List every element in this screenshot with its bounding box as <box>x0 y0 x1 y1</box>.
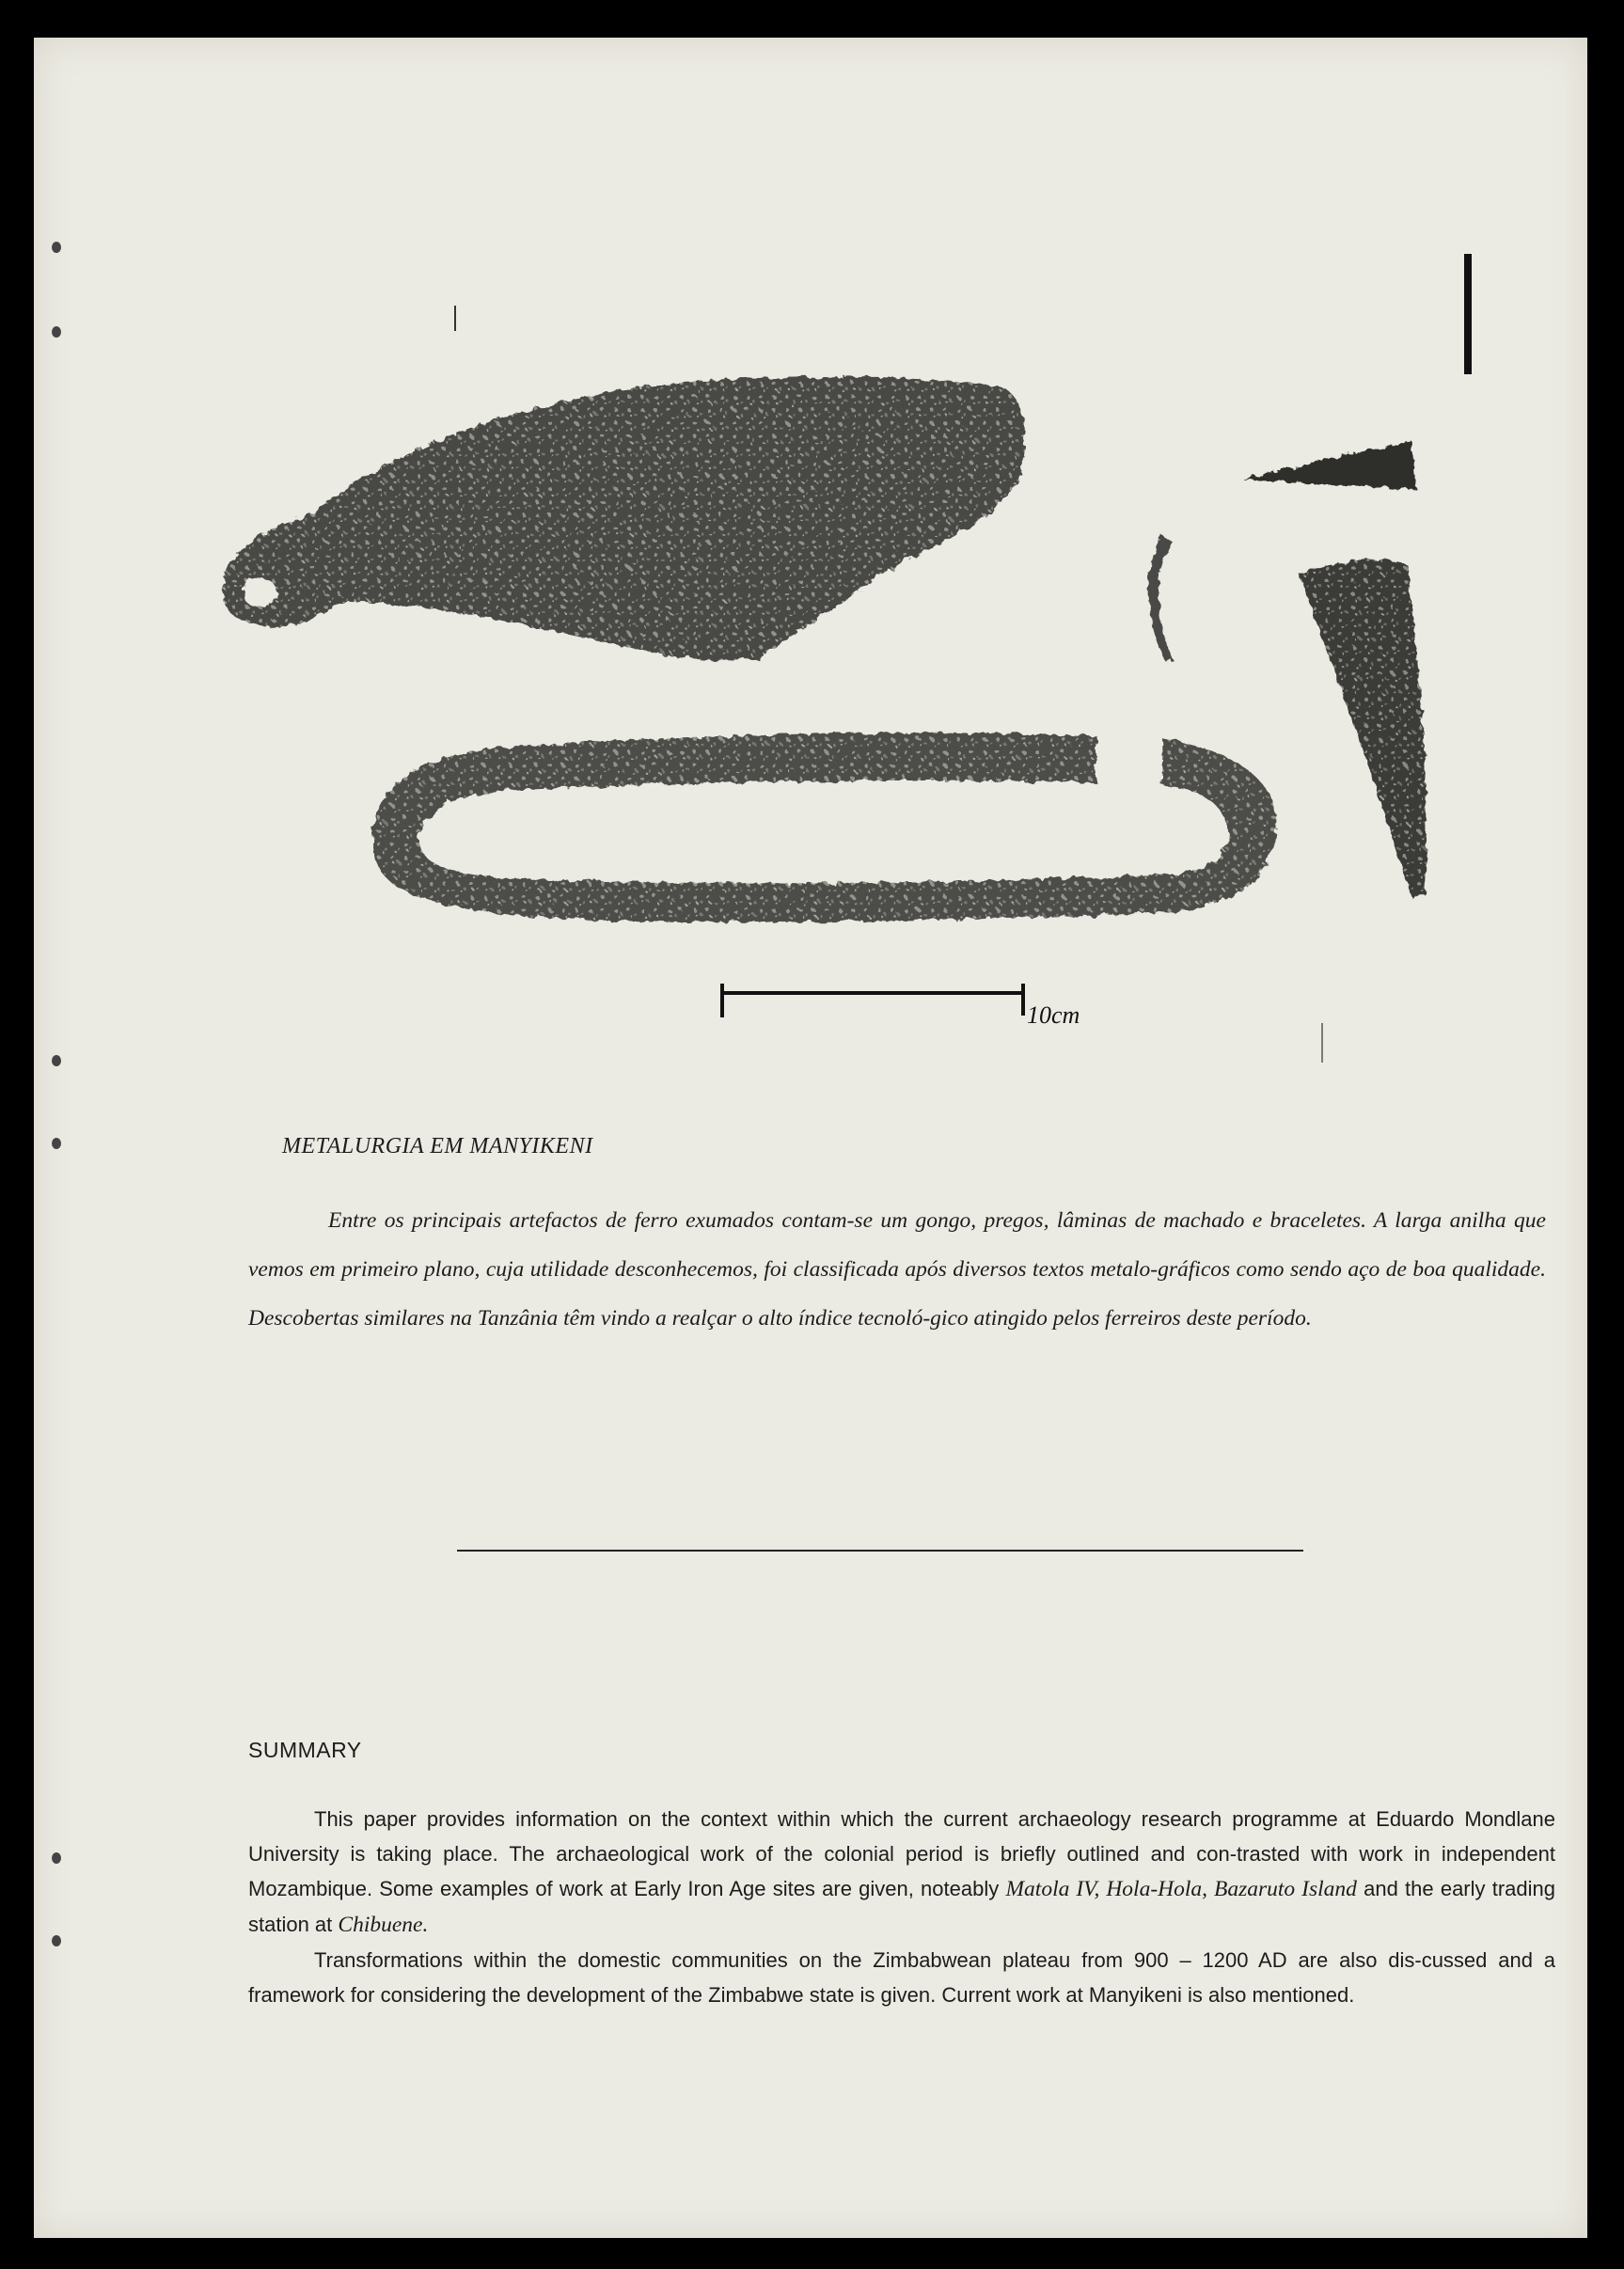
summary-p1-station: Chibuene. <box>338 1913 429 1937</box>
small-fragment-artefact <box>1149 536 1174 663</box>
caption-text: Entre os principais artefactos de ferro exumados contam-se um gongo, pregos, lâminas de machado e braceletes. A larga anilha que vemos em primeiro plano, cuja utilidade desconhecemos, foi classificada após diversos textos metalo-gráficos como sendo aço de boa qualidade. Descobertas similares na Tanzânia têm vindo a realçar o alto índice tecnoló-gico atingido pelos ferreiros deste período. <box>248 1208 1546 1331</box>
artefacts-photograph <box>34 38 1587 1100</box>
section-divider <box>457 1550 1303 1552</box>
summary-paragraph-1 <box>248 1802 1555 1943</box>
document-page <box>34 38 1587 2238</box>
registration-mark <box>1464 254 1472 374</box>
punch-hole <box>52 242 61 253</box>
summary-body <box>248 1802 1555 2012</box>
conical-tool-artefact <box>1299 559 1427 898</box>
summary-p1-connector: and the early trading station at <box>248 1877 1555 1936</box>
bracelet-ring-artefact <box>372 733 1277 922</box>
punch-hole <box>52 1852 61 1864</box>
axe-blade-artefact <box>222 377 1025 660</box>
punch-hole <box>52 1055 61 1066</box>
scale-bar <box>720 984 1080 1029</box>
nail-artefact <box>1242 440 1416 489</box>
scale-bar-label: 10cm <box>1027 1001 1080 1029</box>
punch-hole <box>52 326 61 338</box>
caption-title: METALURGIA EM MANYIKENI <box>282 1134 593 1158</box>
summary-p1-sites: Matola IV, Hola-Hola, Bazaruto Island <box>1005 1877 1357 1901</box>
punch-hole <box>52 1138 61 1149</box>
summary-paragraph-2: Transformations within the domestic communities on the Zimbabwean plateau from 900 – 1200 AD are also dis-cussed and a framework for considering the development of the Zimbabwe state is given. Current work at Manyikeni is also mentioned. <box>248 1948 1555 2007</box>
punch-hole <box>52 1935 61 1946</box>
summary-heading: SUMMARY <box>248 1738 362 1762</box>
summary-p1-text: This paper provides information on the context within which the current archaeology research programme at Eduardo Mondlane University is taking place. The archaeological work of the colonial period is briefly outlined and con-trasted with work in independent Mozambique. Some examples of work at Early Iron Age sites are given, noteably <box>248 1807 1555 1900</box>
